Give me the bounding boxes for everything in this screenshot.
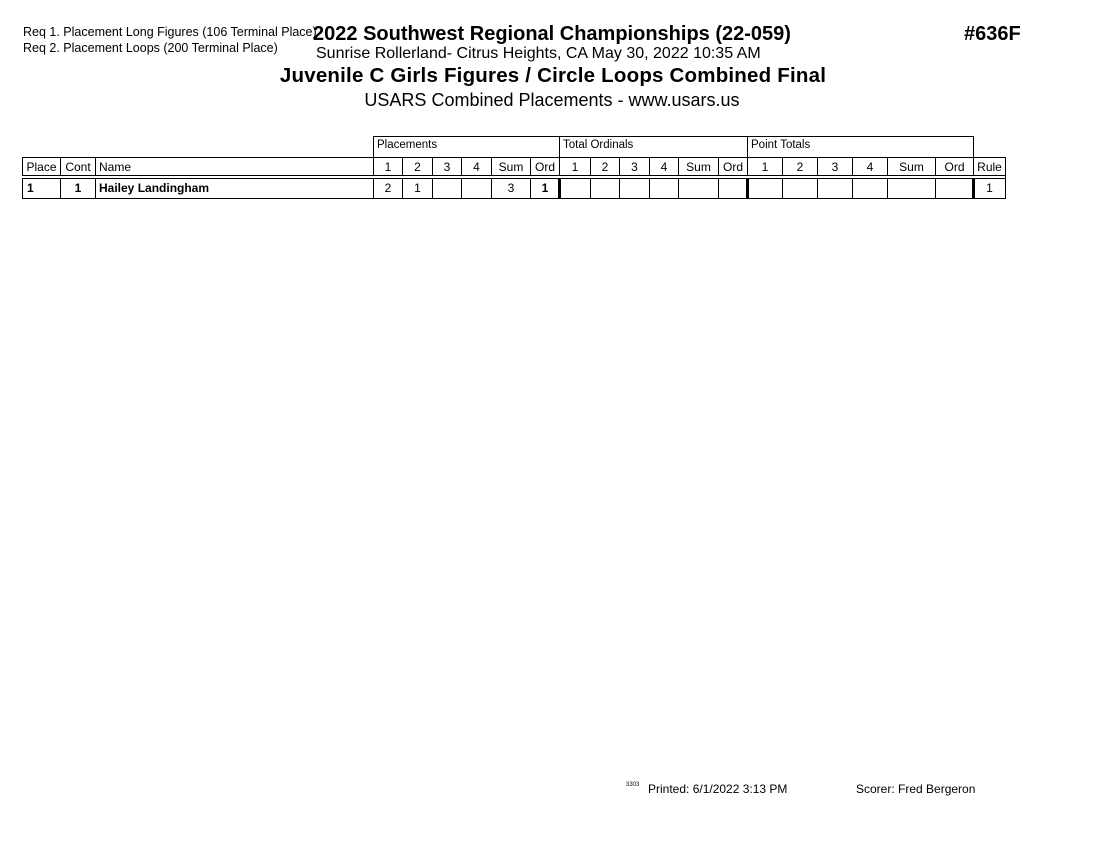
table-rule bbox=[1005, 157, 1006, 198]
column-header-cont: Cont bbox=[60, 157, 95, 176]
column-header-o4: 4 bbox=[649, 157, 678, 176]
cell-rule: 1 bbox=[973, 179, 1005, 198]
cell-p2: 1 bbox=[402, 179, 432, 198]
column-header-p4: 4 bbox=[461, 157, 491, 176]
column-header-place: Place bbox=[22, 157, 60, 176]
cell-o4 bbox=[649, 179, 678, 198]
event-name: Juvenile C Girls Figures / Circle Loops Combined Final bbox=[279, 64, 827, 87]
column-header-pord: Ord bbox=[530, 157, 559, 176]
group-header-3: Point Totals bbox=[747, 136, 973, 157]
venue-date: Sunrise Rollerland- Citrus Heights, CA May 30, 2022 10:35 AM bbox=[316, 45, 761, 62]
competition-title: 2022 Southwest Regional Championships (22-059) bbox=[313, 23, 791, 45]
requirement-2: Req 2. Placement Loops (200 Terminal Place) bbox=[23, 41, 278, 55]
column-header-name: Name bbox=[95, 157, 373, 176]
report-subtitle: USARS Combined Placements - www.usars.us bbox=[364, 90, 740, 110]
printed-timestamp: Printed: 6/1/2022 3:13 PM bbox=[648, 782, 788, 796]
group-header-2: Total Ordinals bbox=[559, 136, 747, 157]
requirement-1: Req 1. Placement Long Figures (106 Terminal Place) bbox=[23, 25, 317, 39]
cell-tord bbox=[935, 179, 973, 198]
column-header-rule: Rule bbox=[973, 157, 1005, 176]
column-header-osum: Sum bbox=[678, 157, 718, 176]
cell-t3 bbox=[817, 179, 852, 198]
cell-tsum bbox=[887, 179, 935, 198]
cell-p3 bbox=[432, 179, 461, 198]
column-header-tsum: Sum bbox=[887, 157, 935, 176]
column-header-p3: 3 bbox=[432, 157, 461, 176]
cell-cont: 1 bbox=[60, 179, 95, 198]
footer-mark: 3303 bbox=[626, 782, 640, 788]
cell-o3 bbox=[619, 179, 649, 198]
table-rule bbox=[972, 178, 975, 198]
cell-t2 bbox=[782, 179, 817, 198]
scorer-name: Scorer: Fred Bergeron bbox=[856, 782, 976, 796]
column-header-o3: 3 bbox=[619, 157, 649, 176]
table-rule bbox=[746, 178, 749, 198]
column-header-o1: 1 bbox=[559, 157, 590, 176]
cell-oord bbox=[718, 179, 747, 198]
column-header-p2: 2 bbox=[402, 157, 432, 176]
table-rule bbox=[22, 198, 1006, 199]
cell-o1 bbox=[559, 179, 590, 198]
column-header-t3: 3 bbox=[817, 157, 852, 176]
cell-psum: 3 bbox=[491, 179, 530, 198]
cell-name: Hailey Landingham bbox=[95, 179, 373, 198]
cell-t4 bbox=[852, 179, 887, 198]
column-header-oord: Ord bbox=[718, 157, 747, 176]
cell-t1 bbox=[747, 179, 782, 198]
cell-pord: 1 bbox=[530, 179, 559, 198]
column-header-tord: Ord bbox=[935, 157, 973, 176]
cell-p1: 2 bbox=[373, 179, 402, 198]
event-code: #636F bbox=[964, 23, 1021, 45]
group-header-1: Placements bbox=[373, 136, 559, 157]
column-header-psum: Sum bbox=[491, 157, 530, 176]
column-header-t1: 1 bbox=[747, 157, 782, 176]
cell-p4 bbox=[461, 179, 491, 198]
cell-place: 1 bbox=[22, 179, 60, 198]
column-header-t4: 4 bbox=[852, 157, 887, 176]
cell-osum bbox=[678, 179, 718, 198]
table-rule bbox=[22, 175, 1005, 176]
cell-o2 bbox=[590, 179, 619, 198]
table-rule bbox=[973, 136, 974, 157]
column-header-t2: 2 bbox=[782, 157, 817, 176]
table-rule bbox=[558, 178, 561, 198]
column-header-p1: 1 bbox=[373, 157, 402, 176]
column-header-o2: 2 bbox=[590, 157, 619, 176]
